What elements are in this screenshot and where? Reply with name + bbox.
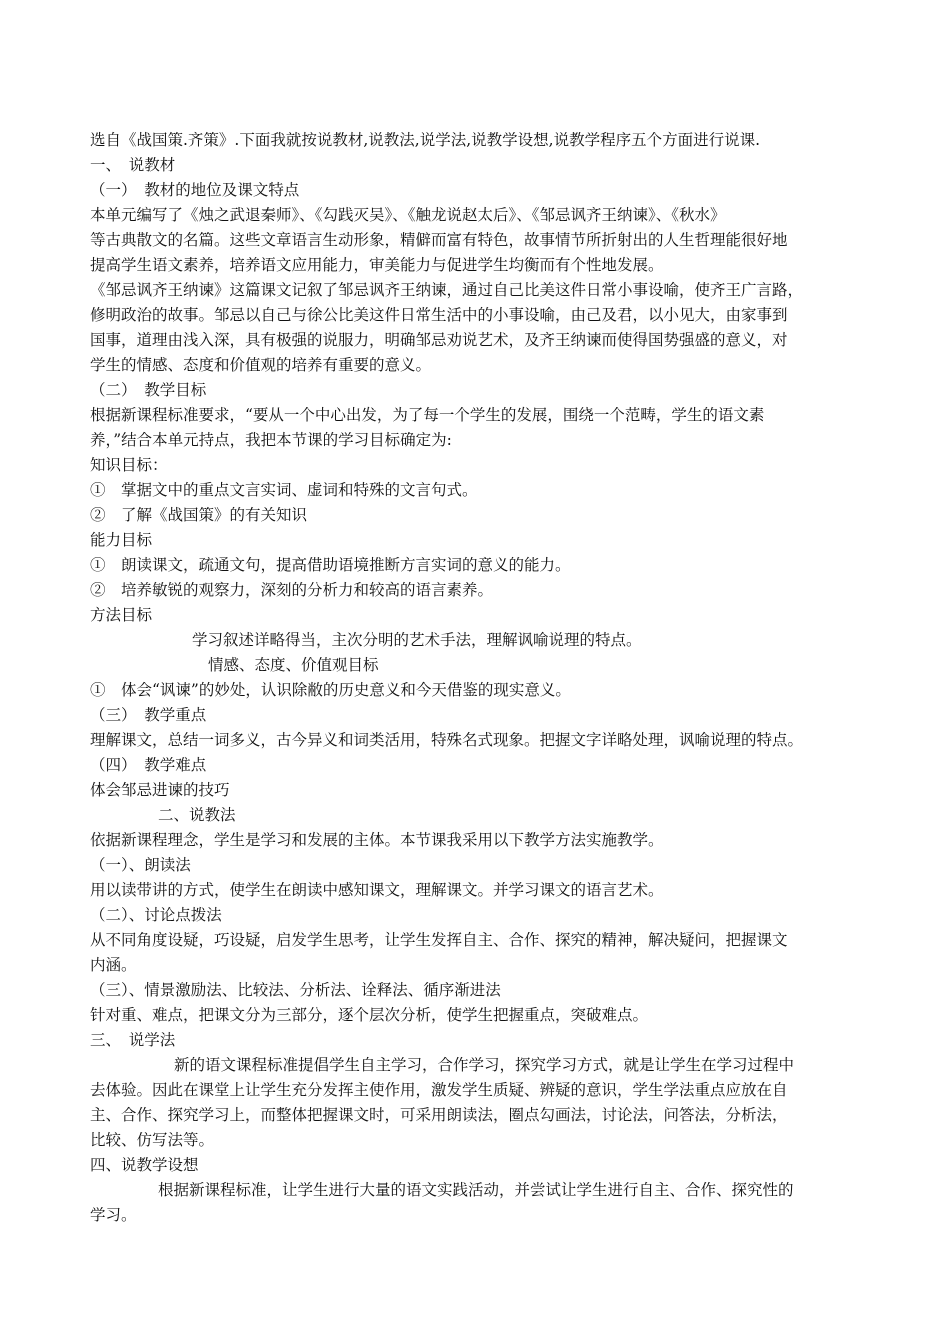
text-line: 体会邹忌进谏的技巧 [90,781,230,799]
text-line: 新的语文课程标准提倡学生自主学习，合作学习，探究学习方式，就是让学生在学习过程中 [174,1056,795,1074]
text-line: 养，”结合本单元持点，我把本节课的学习目标确定为: [90,431,452,449]
list-item: ① 掌据文中的重点文言实词、虚词和特殊的文言句式。 [90,481,478,499]
text-line: 提高学生语文素养，培养语文应用能力，审美能力与促进学生均衡而有个性地发展。 [90,256,664,274]
text-line: 针对重、难点，把课文分为三部分，逐个层次分析，使学生把握重点，突破难点。 [90,1006,649,1024]
text-line: 去体验。因此在课堂上让学生充分发挥主使作用，激发学生质疑、辨疑的意识，学生学法重点应放在自 [90,1081,788,1099]
section-heading: 二、说教法 [158,806,236,824]
text-line: 情感、态度、价值观目标 [208,656,379,674]
text-line: 依据新课程理念，学生是学习和发展的主体。本节课我采用以下教学方法实施教学。 [90,831,664,849]
text-line: 等古典散文的名篇。这些文章语言生动形象，精僻而富有特色，故事情节所折射出的人生哲理能很好地 [90,231,788,249]
subsection-heading: （三） 教学重点 [90,706,207,724]
section-heading: 一、 说教材 [90,156,176,174]
text-line: 理解课文，总结一词多义，古今异义和词类活用，特殊名式现象。把握文字详略处理，讽喻说理的特点。 [90,731,804,749]
list-item: ② 培养敏锐的观察力，深刻的分析力和较高的语言素养。 [90,581,494,599]
text-line: 主、合作、探究学习上，而整体把握课文时，可采用朗读法，圈点勾画法，讨论法，问答法，分析法， [90,1106,788,1124]
text-line: 《邹忌讽齐王纳谏》这篇课文记叙了邹忌讽齐王纳谏，通过自己比美这件日常小事设喻，使齐王广言路， [90,281,804,299]
list-item: ② 了解《战国策》的有关知识 [90,506,308,524]
subsection-heading: （二） 教学目标 [90,381,207,399]
text-line: 选自《战国策.齐策》.下面我就按说教材,说教法,说学法,说教学设想,说教学程序五个方面进行说课. [90,131,760,149]
text-line: 知识目标： [90,456,168,474]
list-item: ① 体会“讽谏”的妙处，认识除敝的历史意义和今天借鉴的现实意义。 [90,681,571,699]
subsection-heading: （四） 教学难点 [90,756,207,774]
text-line: 国事，道理由浅入深，具有极强的说服力，明确邹忌劝说艺术，及齐王纳谏而使得国势强盛的意义，对 [90,331,788,349]
text-line: 学生的情感、态度和价值观的培养有重要的意义。 [90,356,432,374]
text-line: 修明政治的故事。邹忌以自己与徐公比美这件日常生活中的小事设喻，由己及君，以小见大，由家事到 [90,306,788,324]
text-line: 根据新课程标准要求，“要从一个中心出发，为了每一个学生的发展，围绕一个范畴，学生的语文素 [90,406,765,424]
text-line: 从不同角度设疑，巧设疑，启发学生思考，让学生发挥自主、合作、探究的精神，解决疑问，把握课文 [90,931,788,949]
text-line: 方法目标 [90,606,153,624]
subsection-heading: （一） 教材的地位及课文特点 [90,181,300,199]
subsection-heading: （三）、情景激励法、比较法、分析法、诠释法、循序渐进法 [90,981,501,999]
text-line: 学习叙述详略得当，主次分明的艺术手法，理解讽喻说理的特点。 [192,631,642,649]
subsection-heading: （一）、朗读法 [90,856,191,874]
text-line: 学习。 [90,1206,137,1224]
text-line: 能力目标 [90,531,153,549]
section-heading: 四、说教学设想 [90,1156,199,1174]
text-line: 本单元编写了《烛之武退秦师》、《勾践灭吴》、《触龙说赵太后》、《邹忌讽齐王纳谏》、《秋水》 [90,206,726,224]
section-heading: 三、 说学法 [90,1031,176,1049]
subsection-heading: （二）、讨论点拨法 [90,906,222,924]
text-line: 比较、仿写法等。 [90,1131,215,1149]
text-line: 根据新课程标准，让学生进行大量的语文实践活动，并尝试让学生进行自主、合作、探究性的 [158,1181,794,1199]
list-item: ① 朗读课文，疏通文句，提高借助语境推断方言实词的意义的能力。 [90,556,571,574]
text-line: 用以读带讲的方式，使学生在朗读中感知课文，理解课文。并学习课文的语言艺术。 [90,881,664,899]
text-line: 内涵。 [90,956,137,974]
